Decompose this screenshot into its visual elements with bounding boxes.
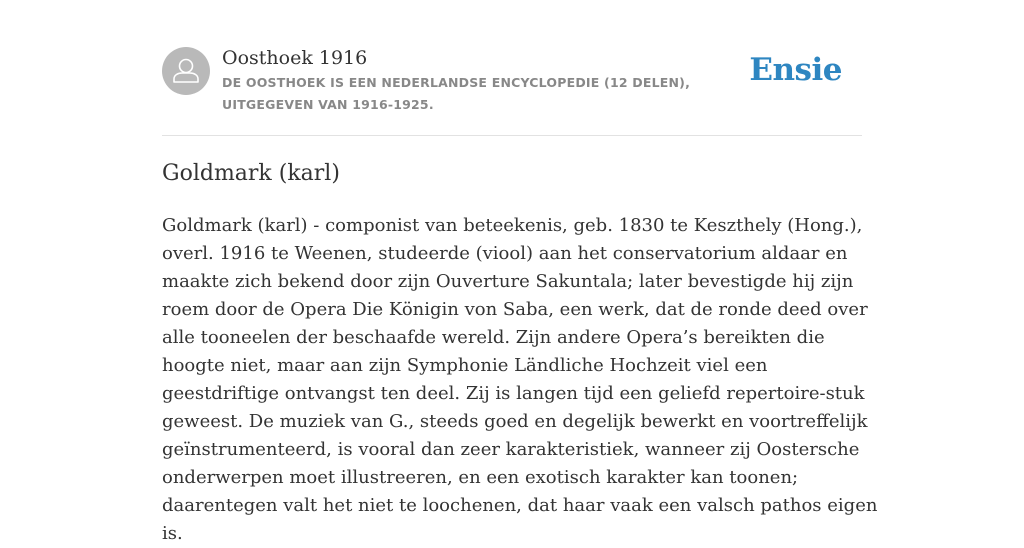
article-body: Goldmark (karl) - componist van beteekenis, geb. 1830 te Keszthely (Hong.), overl. 1916 te Weenen, studeerde (viool) aan het conservatorium aldaar en maakte zich bekend door zijn Ouverture Sakuntala; later bevestigde hij zijn roem door de Opera Die Königin von Saba, een werk, dat de ronde deed over alle tooneelen der beschaafde wereld. Zijn andere Opera’s bereikten die hoogte niet, maar aan zijn Symphonie Ländliche Hochzeit viel een geestdriftige ontvangst ten deel. Zij is langen tijd een geliefd repertoire-stuk geweest. De muziek van G., steeds goed en degelijk bewerkt en voortreffelijk geïnstrumenteerd, is vooral dan zeer karakteristiek, wanneer zij Oostersche onderwerpen moet illustreeren, en een exotisch karakter kan toonen; daarentegen valt het niet te loochenen, dat haar vaak een valsch pathos eigen is. (162, 215, 878, 544)
user-icon (162, 47, 210, 95)
avatar[interactable] (162, 47, 210, 95)
ensie-logo[interactable]: Ensie (749, 52, 842, 88)
article-title: Goldmark (karl) (162, 161, 340, 186)
source-header (162, 46, 862, 116)
source-description: DE OOSTHOEK IS EEN NEDERLANDSE ENCYCLOPEDIE (12 DELEN), UITGEGEVEN VAN 1916-1925. (222, 75, 691, 112)
source-title[interactable]: Oosthoek 1916 (222, 47, 368, 69)
header-divider (162, 135, 862, 136)
